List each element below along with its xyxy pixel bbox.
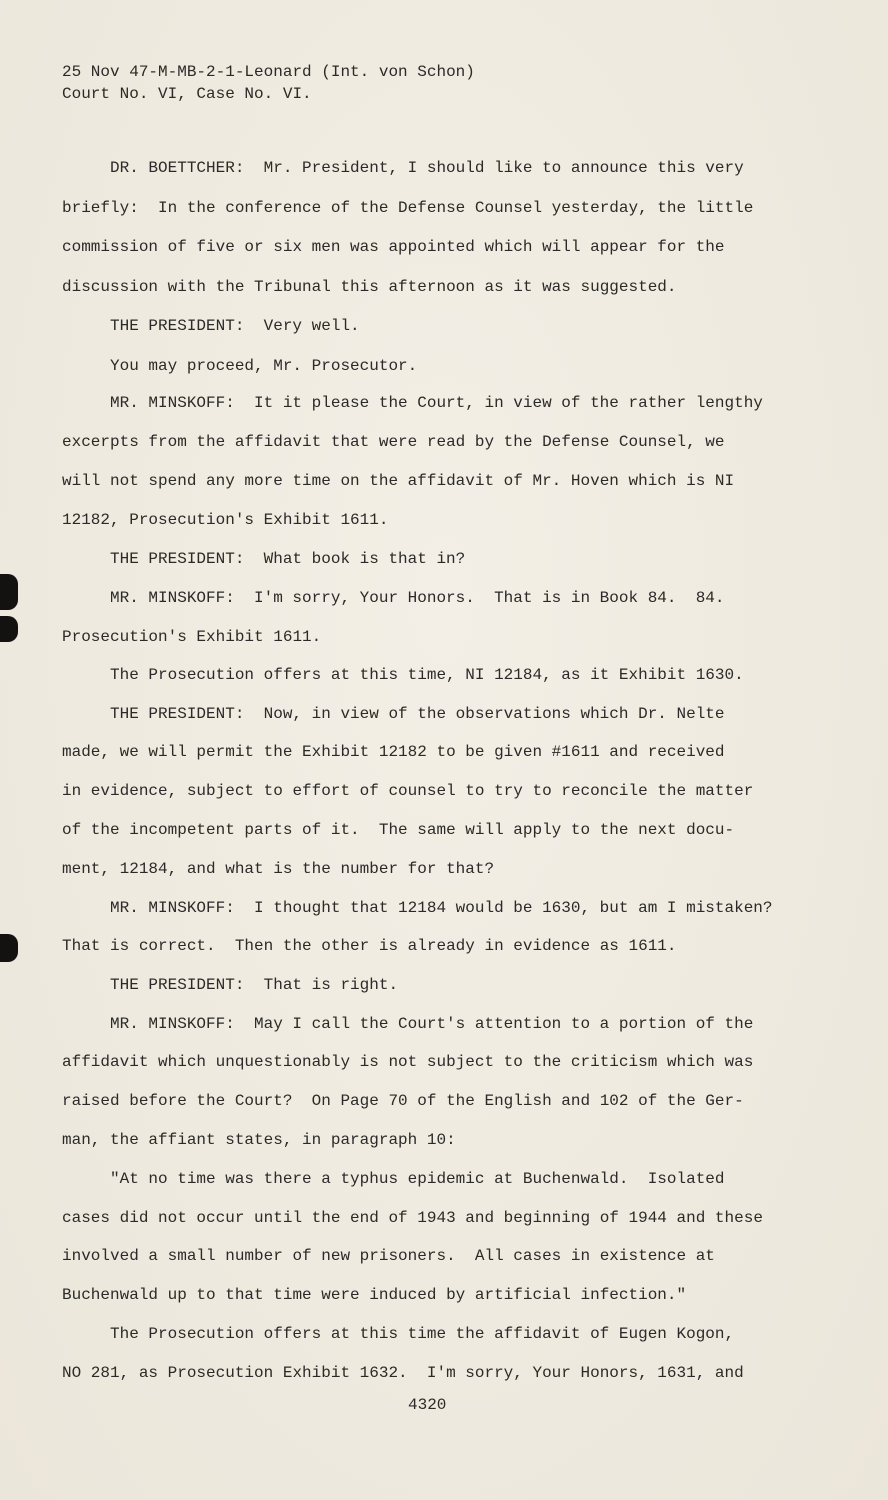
text-line: briefly: In the conference of the Defense Counsel yesterday, the little [62, 199, 754, 217]
text-line: THE PRESIDENT: Very well. [110, 317, 360, 335]
text-line: The Prosecution offers at this time the affidavit of Eugen Kogon, [110, 1325, 735, 1343]
header-line: Court No. VI, Case No. VI. [62, 85, 312, 103]
text-line: raised before the Court? On Page 70 of the English and 102 of the Ger- [62, 1092, 744, 1110]
text-line: affidavit which unquestionably is not subject to the criticism which was [62, 1053, 754, 1071]
page-number: 4320 [408, 1396, 447, 1414]
text-line: Prosecution's Exhibit 1611. [62, 628, 322, 646]
text-line: in evidence, subject to effort of counsel to try to reconcile the matter [62, 782, 754, 800]
text-line: commission of five or six men was appointed which will appear for the [62, 238, 725, 256]
text-line: MR. MINSKOFF: May I call the Court's attention to a portion of the [110, 1015, 754, 1033]
text-line: involved a small number of new prisoners. All cases in existence at [62, 1247, 715, 1265]
text-line: 12182, Prosecution's Exhibit 1611. [62, 511, 389, 529]
text-line: ment, 12184, and what is the number for that? [62, 860, 495, 878]
text-line: NO 281, as Prosecution Exhibit 1632. I'm sorry, Your Honors, 1631, and [62, 1364, 744, 1382]
text-line: DR. BOETTCHER: Mr. President, I should like to announce this very [110, 159, 744, 177]
text-line: "At no time was there a typhus epidemic at Buchenwald. Isolated [110, 1170, 725, 1188]
text-line: MR. MINSKOFF: I thought that 12184 would be 1630, but am I mistaken? [110, 899, 773, 917]
text-line: That is correct. Then the other is already in evidence as 1611. [62, 937, 677, 955]
text-line: excerpts from the affidavit that were read by the Defense Counsel, we [62, 433, 725, 451]
binder-hole [0, 616, 18, 642]
text-line: The Prosecution offers at this time, NI 12184, as it Exhibit 1630. [110, 666, 744, 684]
text-line: discussion with the Tribunal this afternoon as it was suggested. [62, 278, 677, 296]
text-line: THE PRESIDENT: That is right. [110, 976, 399, 994]
text-line: You may proceed, Mr. Prosecutor. [110, 357, 418, 375]
header-line: 25 Nov 47-M-MB-2-1-Leonard (Int. von Schon) [62, 63, 475, 81]
text-line: man, the affiant states, in paragraph 10: [62, 1131, 456, 1149]
text-line: MR. MINSKOFF: I'm sorry, Your Honors. That is in Book 84. 84. [110, 589, 725, 607]
binder-hole [0, 934, 18, 962]
text-line: THE PRESIDENT: Now, in view of the observations which Dr. Nelte [110, 705, 725, 723]
text-line: Buchenwald up to that time were induced by artificial infection." [62, 1286, 687, 1304]
text-line: cases did not occur until the end of 1943 and beginning of 1944 and these [62, 1209, 763, 1227]
text-line: MR. MINSKOFF: It it please the Court, in view of the rather lengthy [110, 394, 763, 412]
text-line: of the incompetent parts of it. The same will apply to the next docu- [62, 821, 735, 839]
binder-hole [0, 574, 18, 610]
text-line: THE PRESIDENT: What book is that in? [110, 550, 466, 568]
text-line: made, we will permit the Exhibit 12182 to be given #1611 and received [62, 743, 725, 761]
text-line: will not spend any more time on the affidavit of Mr. Hoven which is NI [62, 472, 735, 490]
